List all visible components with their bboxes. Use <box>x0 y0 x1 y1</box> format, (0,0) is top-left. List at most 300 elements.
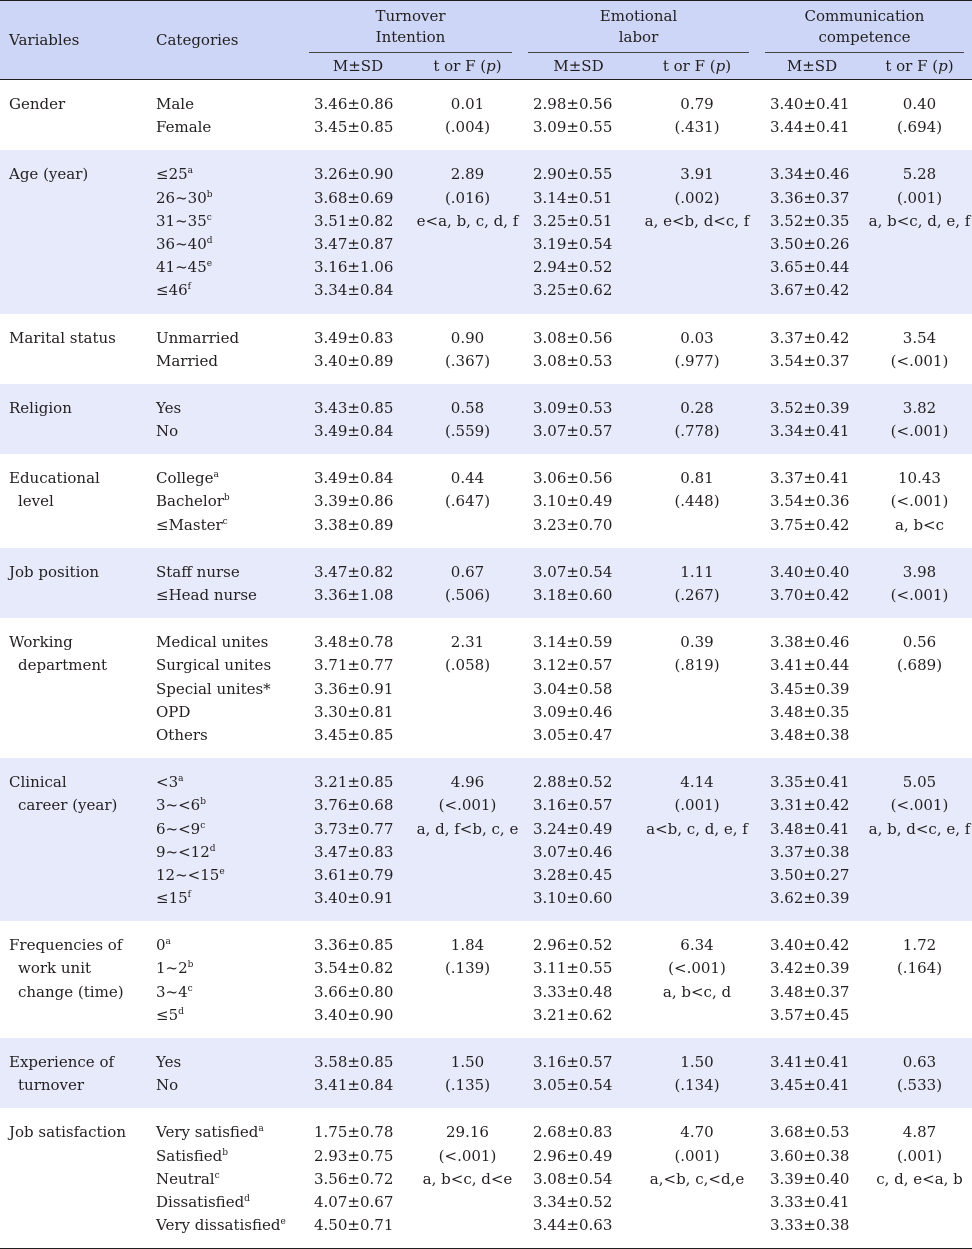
communication-tf-value: (.164) <box>896 959 943 978</box>
emotional-tf-value: 4.14 <box>680 773 714 792</box>
emotional-tf-value: (.819) <box>674 656 720 675</box>
variable-label: Clinical <box>9 773 67 792</box>
communication-msd-value: 3.62±0.39 <box>770 889 850 908</box>
variable-cell <box>0 921 147 1038</box>
turnover-tf-value: (.016) <box>444 188 491 207</box>
variable-label: change (time) <box>18 982 124 1001</box>
header-msd: M±SD <box>553 57 604 75</box>
communication-msd-value: 3.40±0.40 <box>770 562 850 581</box>
category-superscript: d <box>206 235 213 246</box>
category-label: No <box>156 1076 179 1095</box>
turnover-msd-value: 3.40±0.91 <box>314 889 394 908</box>
turnover-tf-value: a, b<c, d<e <box>422 1169 513 1188</box>
communication-msd-cell <box>757 1108 867 1248</box>
categories-cell <box>147 1038 301 1108</box>
category-label: Surgical unites <box>156 656 272 675</box>
communication-msd-value: 3.50±0.26 <box>770 234 850 253</box>
category-superscript: b <box>200 797 206 808</box>
emotional-msd-cell <box>520 618 637 758</box>
turnover-tf-value: 1.50 <box>450 1053 485 1071</box>
communication-msd-value: 3.65±0.44 <box>770 258 850 277</box>
turnover-tf-cell <box>415 314 520 384</box>
emotional-msd-value: 3.14±0.59 <box>533 633 613 652</box>
category-superscript: c <box>222 516 228 527</box>
turnover-tf-value: (.559) <box>444 422 491 441</box>
communication-msd-value: 3.70±0.42 <box>770 586 850 604</box>
turnover-msd-value: 3.39±0.86 <box>314 492 394 511</box>
communication-tf-cell <box>867 548 972 618</box>
communication-msd-value: 3.34±0.46 <box>770 165 850 184</box>
communication-msd-value: 3.38±0.46 <box>770 633 850 652</box>
table-row <box>0 384 972 454</box>
communication-msd-value: 3.42±0.39 <box>770 959 850 978</box>
category-label: $<3^a$ <box>156 773 184 792</box>
category-label: OPD <box>156 702 191 721</box>
table-row <box>0 758 972 921</box>
table-row <box>0 921 972 1038</box>
category-label: No <box>156 422 179 441</box>
category-superscript: c <box>187 983 193 994</box>
emotional-tf-value: 6.34 <box>680 936 714 955</box>
turnover-msd-value: 3.47±0.82 <box>314 562 394 581</box>
emotional-tf-value: 0.28 <box>680 398 714 417</box>
turnover-tf-value: 29.16 <box>446 1123 489 1142</box>
communication-msd-cell <box>757 758 867 921</box>
communication-tf-value: 5.05 <box>902 773 937 792</box>
emotional-msd-value: 2.94±0.52 <box>533 258 613 277</box>
turnover-msd-value: 3.58±0.85 <box>314 1053 394 1071</box>
category-superscript: a <box>165 937 171 948</box>
communication-tf-cell <box>867 1038 972 1108</box>
header-group-line: Communication <box>804 7 925 25</box>
communication-msd-value: 3.50±0.27 <box>770 865 850 884</box>
turnover-msd-cell <box>301 618 415 758</box>
emotional-tf-value: (.267) <box>674 586 720 604</box>
communication-msd-cell <box>757 1038 867 1108</box>
turnover-tf-value: a, d, f<b, c, e <box>416 819 519 838</box>
emotional-msd-cell <box>520 80 637 151</box>
communication-tf-value: 0.63 <box>902 1053 937 1071</box>
category-label: Satisfied$^b$ <box>156 1146 228 1165</box>
variable-label: turnover <box>18 1076 85 1095</box>
variable-label: Experience of <box>9 1053 115 1071</box>
turnover-msd-value: 3.66±0.80 <box>314 982 394 1001</box>
header-variables: Variables <box>0 1 147 80</box>
turnover-msd-value: 4.07±0.67 <box>314 1192 394 1211</box>
category-label: 36~40$^d$ <box>156 234 213 253</box>
communication-tf-value: 3.82 <box>902 398 937 417</box>
turnover-msd-value: 3.46±0.86 <box>314 95 394 113</box>
communication-msd-value: 3.36±0.37 <box>770 188 850 207</box>
category-label: Very satisfied$^a$ <box>156 1123 264 1142</box>
category-label: Male <box>156 95 194 113</box>
turnover-msd-value: 1.75±0.78 <box>314 1123 394 1142</box>
category-label: 31~35$^c$ <box>156 211 212 230</box>
table-row <box>0 454 972 548</box>
turnover-msd-value: 3.71±0.77 <box>314 656 394 675</box>
header-group-communication <box>757 1 972 54</box>
turnover-tf-cell <box>415 548 520 618</box>
header-group-line: competence <box>818 28 911 46</box>
category-superscript: b <box>223 493 230 504</box>
turnover-tf-cell <box>415 618 520 758</box>
turnover-msd-value: 3.41±0.84 <box>314 1076 394 1095</box>
turnover-tf-value: 0.01 <box>450 95 485 113</box>
emotional-tf-value: (.134) <box>674 1076 720 1095</box>
table-row <box>0 150 972 313</box>
emotional-msd-value: 2.96±0.52 <box>533 936 613 955</box>
category-superscript: c <box>200 820 206 831</box>
turnover-msd-value: 3.49±0.83 <box>314 328 394 347</box>
turnover-tf-value: (.647) <box>444 492 491 511</box>
communication-tf-value: 5.28 <box>902 165 937 184</box>
communication-msd-value: 3.40±0.41 <box>770 95 850 113</box>
emotional-tf-value: 0.03 <box>680 328 714 347</box>
communication-msd-value: 3.44±0.41 <box>770 118 850 137</box>
communication-tf-value: (<.001) <box>890 586 949 604</box>
variable-label: Religion <box>9 398 72 417</box>
emotional-msd-value: 3.05±0.47 <box>533 725 613 744</box>
emotional-tf-value: (.448) <box>674 492 720 511</box>
category-label: Neutral$^c$ <box>156 1169 220 1188</box>
emotional-tf-cell <box>637 454 757 548</box>
emotional-msd-value: 3.25±0.62 <box>533 281 613 300</box>
emotional-tf-cell <box>637 314 757 384</box>
category-superscript: e <box>219 866 225 877</box>
emotional-msd-cell <box>520 548 637 618</box>
category-superscript: a <box>213 470 219 481</box>
communication-msd-value: 3.48±0.41 <box>770 819 850 838</box>
header-group-line: labor <box>618 28 659 46</box>
communication-msd-value: 3.57±0.45 <box>770 1005 850 1024</box>
turnover-tf-value: (.367) <box>444 351 491 370</box>
communication-tf-value: (<.001) <box>890 422 949 441</box>
header-p-italic: p <box>715 57 726 75</box>
emotional-tf-cell <box>637 921 757 1038</box>
emotional-msd-value: 3.18±0.60 <box>533 586 613 604</box>
turnover-msd-cell <box>301 1038 415 1108</box>
turnover-tf-cell <box>415 921 520 1038</box>
communication-msd-value: 3.39±0.40 <box>770 1169 850 1188</box>
turnover-msd-value: 3.45±0.85 <box>314 118 394 137</box>
communication-tf-value: (.689) <box>896 656 943 675</box>
communication-msd-value: 3.33±0.41 <box>770 1192 850 1211</box>
header-p-italic: p <box>486 57 496 75</box>
communication-tf-value: a, b<c, d, e, f <box>868 211 971 230</box>
emotional-msd-cell <box>520 921 637 1038</box>
variable-cell <box>0 454 147 548</box>
emotional-msd-value: 2.88±0.52 <box>533 773 613 792</box>
communication-tf-value: a, b, d<c, e, f <box>868 819 971 838</box>
emotional-msd-value: 3.07±0.46 <box>533 842 613 861</box>
category-label: Dissatisfied$^d$ <box>156 1192 250 1211</box>
turnover-msd-value: 3.56±0.72 <box>314 1169 394 1188</box>
variable-cell <box>0 1108 147 1248</box>
emotional-msd-value: 3.07±0.57 <box>533 422 613 441</box>
turnover-tf-value: 0.67 <box>450 562 485 581</box>
emotional-msd-value: 3.09±0.53 <box>533 398 613 417</box>
turnover-tf-value: (.058) <box>444 656 491 675</box>
emotional-msd-value: 3.09±0.55 <box>533 118 613 137</box>
variable-cell <box>0 80 147 151</box>
communication-msd-value: 3.40±0.42 <box>770 936 850 955</box>
communication-tf-cell <box>867 454 972 548</box>
emotional-tf-value: (.001) <box>674 1146 720 1165</box>
emotional-msd-value: 3.14±0.51 <box>533 188 613 207</box>
category-label: $3\sim<6^b$ <box>156 796 206 815</box>
communication-msd-value: 3.48±0.37 <box>770 982 850 1001</box>
header-group-line: Emotional <box>599 7 678 25</box>
turnover-msd-cell <box>301 80 415 151</box>
category-superscript: d <box>209 843 216 854</box>
category-superscript: d <box>244 1193 250 1204</box>
header-p-italic: p <box>938 57 948 75</box>
communication-msd-value: 3.52±0.39 <box>770 398 850 417</box>
turnover-tf-cell <box>415 1108 520 1248</box>
turnover-msd-value: 3.36±0.91 <box>314 679 394 698</box>
emotional-tf-value: 1.50 <box>680 1053 714 1071</box>
emotional-msd-cell <box>520 1038 637 1108</box>
communication-msd-value: 3.31±0.42 <box>770 796 850 815</box>
variable-cell <box>0 758 147 921</box>
category-label: $\le 25^a$ <box>156 165 194 184</box>
communication-msd-value: 3.41±0.41 <box>770 1053 850 1071</box>
category-label: Unmarried <box>156 328 240 347</box>
turnover-tf-value: 2.89 <box>450 165 485 184</box>
variable-label: Job satisfaction <box>9 1123 126 1142</box>
communication-tf-cell <box>867 758 972 921</box>
turnover-msd-cell <box>301 454 415 548</box>
communication-tf-value: c, d, e<a, b <box>876 1169 963 1188</box>
category-superscript: a <box>187 166 194 177</box>
communication-tf-value: 10.43 <box>898 469 941 488</box>
turnover-msd-value: 3.40±0.89 <box>314 351 394 370</box>
emotional-tf-cell <box>637 80 757 151</box>
emotional-msd-value: 3.12±0.57 <box>533 656 613 675</box>
turnover-msd-value: 3.16±1.06 <box>314 258 394 277</box>
communication-msd-cell <box>757 150 867 313</box>
emotional-msd-cell <box>520 1108 637 1248</box>
communication-tf-cell <box>867 80 972 151</box>
category-superscript: c <box>214 1170 220 1181</box>
communication-msd-value: 3.35±0.41 <box>770 773 850 792</box>
communication-msd-cell <box>757 548 867 618</box>
communication-tf-value: 0.56 <box>902 633 937 652</box>
table-row <box>0 1038 972 1108</box>
emotional-tf-value: 0.81 <box>680 469 714 488</box>
emotional-msd-value: 3.08±0.56 <box>533 328 613 347</box>
variable-label: Gender <box>9 95 66 113</box>
emotional-msd-value: 3.16±0.57 <box>533 1053 613 1071</box>
header-msd: M±SD <box>332 57 384 75</box>
header-group-emotional <box>520 1 757 54</box>
turnover-msd-cell <box>301 384 415 454</box>
category-label: Others <box>156 725 208 744</box>
header-t-or-f: t or F (p) <box>662 57 732 75</box>
communication-msd-value: 3.75±0.42 <box>770 515 850 534</box>
communication-tf-value: 3.54 <box>902 328 937 347</box>
categories-cell <box>147 384 301 454</box>
communication-msd-value: 3.34±0.41 <box>770 422 850 441</box>
category-superscript: a <box>178 774 184 785</box>
emotional-tf-value: a, b<c, d <box>662 982 732 1001</box>
communication-msd-value: 3.45±0.39 <box>770 679 850 698</box>
category-superscript: b <box>206 189 213 200</box>
communication-tf-value: (<.001) <box>890 796 949 815</box>
category-label: $9\sim<12^d$ <box>156 842 216 861</box>
turnover-tf-value: 2.31 <box>450 633 485 652</box>
emotional-msd-value: 3.08±0.54 <box>533 1169 613 1188</box>
category-superscript: a <box>258 1124 264 1135</box>
emotional-tf-cell <box>637 384 757 454</box>
communication-msd-value: 3.33±0.38 <box>770 1216 850 1235</box>
emotional-msd-cell <box>520 758 637 921</box>
turnover-tf-value: (.135) <box>444 1076 491 1095</box>
variable-label: Frequencies of <box>9 936 123 955</box>
communication-tf-cell <box>867 314 972 384</box>
communication-msd-cell <box>757 618 867 758</box>
communication-msd-value: 3.67±0.42 <box>770 281 850 300</box>
communication-msd-value: 3.54±0.36 <box>770 492 850 511</box>
turnover-tf-value: 0.44 <box>450 469 485 488</box>
communication-msd-value: 3.52±0.35 <box>770 211 850 230</box>
turnover-tf-cell <box>415 80 520 151</box>
turnover-tf-cell <box>415 384 520 454</box>
categories-cell <box>147 314 301 384</box>
emotional-tf-value: (.001) <box>674 796 720 815</box>
emotional-msd-value: 3.10±0.60 <box>533 889 613 908</box>
emotional-tf-value: 0.79 <box>680 95 714 113</box>
communication-msd-value: 3.37±0.41 <box>770 469 850 488</box>
turnover-msd-cell <box>301 150 415 313</box>
emotional-tf-cell <box>637 1108 757 1248</box>
communication-tf-value: 3.98 <box>902 562 937 581</box>
header-categories: Categories <box>147 1 301 80</box>
variable-label: level <box>18 492 54 511</box>
emotional-msd-value: 3.24±0.49 <box>533 819 613 838</box>
turnover-tf-value: (<.001) <box>438 796 497 815</box>
header-group-line: Intention <box>375 28 446 46</box>
turnover-msd-cell <box>301 921 415 1038</box>
variable-cell <box>0 618 147 758</box>
communication-tf-value: 1.72 <box>902 936 937 955</box>
emotional-msd-value: 3.16±0.57 <box>533 796 613 815</box>
communication-msd-value: 3.48±0.35 <box>770 702 850 721</box>
emotional-tf-value: (.002) <box>674 188 720 207</box>
communication-msd-value: 3.60±0.38 <box>770 1146 850 1165</box>
emotional-tf-value: 1.11 <box>680 562 714 581</box>
turnover-tf-value: 0.58 <box>450 398 485 417</box>
category-label: Medical unites <box>156 633 269 652</box>
turnover-tf-cell <box>415 758 520 921</box>
communication-tf-value: (.001) <box>896 188 943 207</box>
turnover-msd-value: 3.49±0.84 <box>314 469 394 488</box>
communication-tf-value: (.533) <box>896 1076 943 1095</box>
emotional-msd-value: 3.09±0.46 <box>533 702 613 721</box>
table-row <box>0 314 972 384</box>
turnover-msd-value: 4.50±0.71 <box>314 1216 394 1235</box>
category-superscript: f <box>187 282 191 293</box>
turnover-msd-value: 3.61±0.79 <box>314 865 394 884</box>
header-group-line: Turnover <box>375 7 446 25</box>
emotional-msd-value: 2.90±0.55 <box>533 165 613 184</box>
category-label: $\le 46^f$ <box>156 281 191 300</box>
communication-msd-cell <box>757 384 867 454</box>
emotional-tf-value: (.778) <box>674 422 720 441</box>
emotional-msd-value: 3.07±0.54 <box>533 562 613 581</box>
table-row <box>0 80 972 151</box>
categories-cell <box>147 1108 301 1248</box>
categories-cell <box>147 618 301 758</box>
emotional-msd-cell <box>520 150 637 313</box>
emotional-msd-value: 3.21±0.62 <box>533 1005 613 1024</box>
category-label: College$^a$ <box>156 469 219 488</box>
communication-tf-value: (<.001) <box>890 351 949 370</box>
emotional-msd-value: 2.68±0.83 <box>533 1123 613 1142</box>
turnover-tf-cell <box>415 150 520 313</box>
communication-msd-cell <box>757 454 867 548</box>
variable-label: Marital status <box>9 328 116 347</box>
communication-tf-value: 0.40 <box>902 95 937 113</box>
variable-cell <box>0 384 147 454</box>
emotional-msd-value: 2.98±0.56 <box>533 95 613 113</box>
turnover-msd-cell <box>301 314 415 384</box>
communication-tf-cell <box>867 921 972 1038</box>
communication-msd-value: 3.37±0.42 <box>770 328 850 347</box>
communication-msd-cell <box>757 314 867 384</box>
communication-tf-value: 4.87 <box>902 1123 937 1142</box>
variable-label: Working <box>9 633 73 652</box>
communication-msd-value: 3.54±0.37 <box>770 351 850 370</box>
turnover-msd-value: 3.49±0.84 <box>314 422 394 441</box>
variable-cell <box>0 548 147 618</box>
table-body <box>0 80 972 1249</box>
category-label: Yes <box>156 398 182 417</box>
emotional-msd-value: 3.11±0.55 <box>533 959 613 978</box>
turnover-msd-value: 3.36±1.08 <box>314 586 394 604</box>
emotional-msd-value: 3.34±0.52 <box>533 1192 613 1211</box>
table-header <box>0 1 972 80</box>
emotional-tf-value: a, e<b, d<c, f <box>644 211 750 230</box>
communication-tf-value: (<.001) <box>890 492 949 511</box>
header-t-or-f: t or F (p) <box>885 57 954 75</box>
emotional-msd-value: 3.19±0.54 <box>533 234 613 253</box>
category-label: Very dissatisfied$^e$ <box>156 1216 286 1235</box>
categories-cell <box>147 921 301 1038</box>
turnover-msd-value: 3.45±0.85 <box>314 725 394 744</box>
emotional-msd-cell <box>520 314 637 384</box>
emotional-msd-value: 2.96±0.49 <box>533 1146 613 1165</box>
emotional-msd-value: 3.05±0.54 <box>533 1076 613 1095</box>
turnover-tf-value: 4.96 <box>450 773 485 792</box>
header-msd: M±SD <box>786 57 838 75</box>
emotional-msd-value: 3.04±0.58 <box>533 679 613 698</box>
turnover-tf-value: (.004) <box>444 118 491 137</box>
turnover-msd-value: 3.48±0.78 <box>314 633 394 652</box>
turnover-msd-value: 3.73±0.77 <box>314 819 394 838</box>
turnover-msd-cell <box>301 548 415 618</box>
variable-cell <box>0 150 147 313</box>
turnover-tf-value: e<a, b, c, d, f <box>416 211 519 230</box>
turnover-tf-value: (<.001) <box>438 1146 497 1165</box>
communication-tf-value: (.001) <box>896 1146 943 1165</box>
header-t-or-f: t or F (p) <box>433 57 502 75</box>
turnover-tf-value: (.506) <box>444 586 491 604</box>
emotional-tf-value: 3.91 <box>680 165 714 184</box>
categories-cell <box>147 150 301 313</box>
header-group-turnover <box>301 1 520 54</box>
turnover-msd-value: 3.54±0.82 <box>314 959 394 978</box>
